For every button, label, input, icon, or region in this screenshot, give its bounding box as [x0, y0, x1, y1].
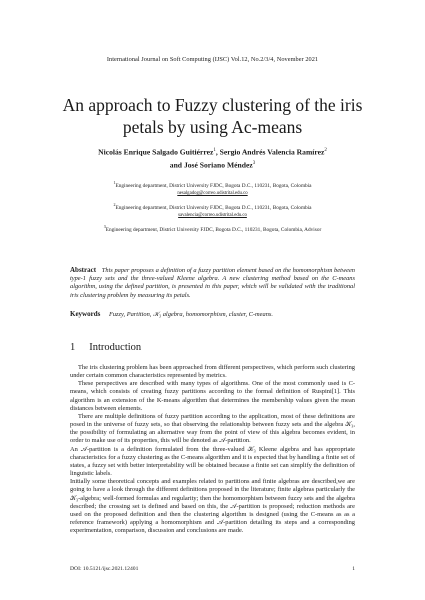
page-number: 1	[352, 566, 355, 572]
affiliation-2	[30, 202, 395, 211]
doi[interactable]: DOI: 10.5121/ijsc.2021.12401	[70, 566, 139, 572]
email-link[interactable]: savalencia@correo.udistrital.edu.co	[178, 213, 247, 218]
keywords	[70, 310, 355, 319]
paragraph: An 𝒜-partition is a definition formulated from the three-valued 𝒦₃ Kleene algebra and has appropriate characteristics for a fuzzy clustering as the C-means algorithm and it is expected that by handling a finite set of states, a fuzzy set with better interpretability will be obtained because a finite set can simplify the definition of linguistic labels.	[70, 445, 355, 478]
affiliation-1	[30, 180, 395, 189]
author-sup: 3	[252, 160, 256, 166]
abstract	[70, 266, 355, 300]
keywords-label: Keywords	[70, 310, 101, 318]
affiliation-sup: 3	[103, 224, 106, 229]
email-link[interactable]: nesalgadog@correo.udistrital.edu.co	[177, 191, 248, 196]
author-line-2	[20, 158, 405, 171]
author-name: Nicolás Enrique Salgado Guitiérrez	[98, 147, 214, 157]
affiliation-sup: 1	[113, 180, 116, 185]
body-text	[70, 364, 355, 535]
paper-title: An approach to Fuzzy clustering of the iris petals by using Ac-means	[62, 95, 363, 137]
paragraph: The iris clustering problem has been approached from different perspectives, which perform such clustering under certain common characteristics represented by metrics.	[70, 364, 355, 380]
affiliation-text: Engineering department, District University FJDC, Bogota D.C., 110231, Bogota, Colombia, Advisor	[105, 226, 322, 233]
journal-header: International Journal on Soft Computing (IJSC) Vol.12, No.2/3/4, November 2021	[106, 56, 319, 63]
author-name: José Soriano Méndez	[183, 160, 253, 170]
abstract-label: Abstract	[70, 266, 97, 274]
affiliation-3	[30, 224, 395, 233]
author-name: Sergio Andrés Valencia Ramírez	[219, 147, 325, 157]
affiliation-text: Engineering department, District University FJDC, Bogota D.C., 110231, Bogota, Colombia	[115, 182, 312, 189]
affiliation-sup: 2	[113, 202, 116, 207]
email-1[interactable]	[30, 191, 395, 196]
affiliation-text: Engineering department, District University FJDC, Bogota D.C., 110231, Bogota, Colombia	[115, 204, 312, 211]
author-list	[20, 145, 405, 170]
author-sup: 2	[324, 148, 327, 153]
author-sup: 1	[213, 148, 216, 153]
paragraph: There are multiple definitions of fuzzy partition according to the application, most of these definitions are posed in the universe of fuzzy sets, so that observing the relationship between fuzzy sets and the algebra 𝒦₃, the possibility of formulating an alternative way from the point of view of this algebra becomes evident, in order to make use of its properties, this will be denoted as 𝒜-partition.	[70, 412, 355, 445]
section-number: 1	[70, 342, 76, 353]
author-separator: ,	[215, 147, 220, 157]
paragraph: Initially some theoretical concepts and examples related to partitions and finite algebras are described,we are going to have a look through the different definitions proposed in the literature; finite algebras particularly the 𝒦₃-algebra; well-formed formulas and regularity; then the homomorphism between fuzzy sets and the algebra described; the crossing set is defined and based on this, the 𝒜-partition is proposed; reduction methods are used on the proposed definition and then the clustering algorithm is designed (using the C-means as as a reference framework) applying a homomorphism and 𝒜-partition detailing its steps and a corresponding experimentation, comparison, discussion and conclusions are made.	[70, 478, 355, 535]
paragraph: These perspectives are described with many types of algorithms. One of the most commonly used is C-means, which consists of creating fuzzy partitions according to the formal definition of Ruspini[1]. This algorithm is an extension of the K-means algorithm that determines the membership values given the mean distances between elements.	[70, 380, 355, 412]
author-conjunction: and	[169, 160, 184, 170]
email-2[interactable]	[30, 213, 395, 218]
author-line-1	[20, 145, 405, 158]
section-title: Introduction	[89, 342, 142, 353]
abstract-text: This paper proposes a definition of a fuzzy partition element based on the homomorphism between type-1 fuzzy sets and the three-valued Kleene algebra. A new clustering method based on the C-means algorithm, using the defined partition, is presented in this paper, which will be validated with the traditional iris clustering problem by measuring its petals.	[70, 267, 355, 299]
page-footer	[70, 566, 355, 572]
section-heading	[70, 342, 355, 353]
keywords-text: Fuzzy, Partition, 𝒦₃ algebra, homomorphism, cluster, C-means.	[108, 311, 273, 318]
